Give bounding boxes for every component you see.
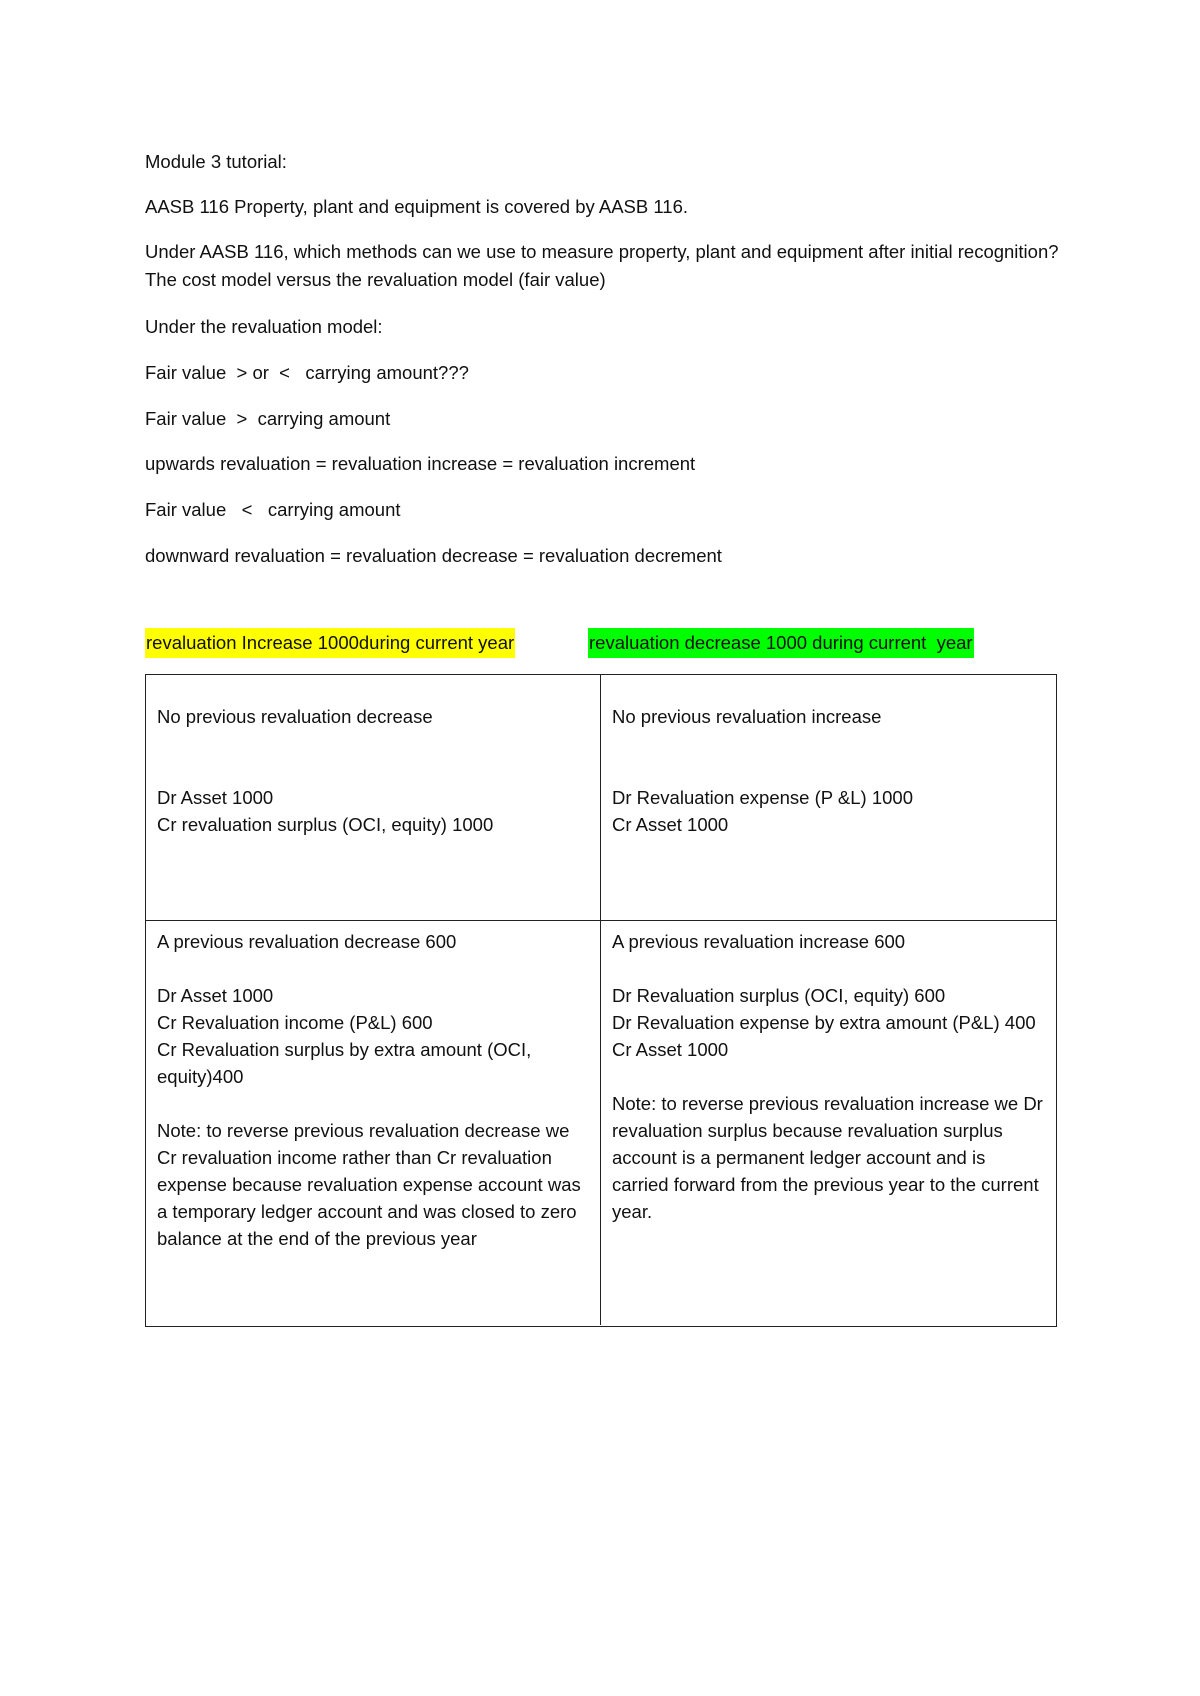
aasb-line: AASB 116 Property, plant and equipment is covered by AASB 116. <box>145 196 688 217</box>
under-revaluation-line: Under the revaluation model: <box>145 316 383 337</box>
revaluation-table <box>145 674 1057 1327</box>
journal-entry: Cr Asset 1000 <box>612 1039 729 1060</box>
journal-entry: Cr Revaluation surplus by extra amount (OCI, equity)400 <box>157 1039 532 1087</box>
cell-note: Note: to reverse previous revaluation increase we Dr revaluation surplus because revaluation surplus account is a permanent ledger account and is carried forward from the previous year to the current year. <box>612 1093 1043 1222</box>
cell-previous-decrease <box>146 921 601 1325</box>
cell-heading: A previous revaluation decrease 600 <box>157 931 457 952</box>
fair-value-greater-line: Fair value > carrying amount <box>145 408 391 429</box>
highlight-decrease: revaluation decrease 1000 during current year <box>588 628 974 658</box>
journal-entry: Dr Asset 1000 <box>157 985 274 1006</box>
cell-note: Note: to reverse previous revaluation decrease we Cr revaluation income rather than Cr revaluation expense because revaluation expense account was a temporary ledger account and was closed to zero balance at the end of the previous year <box>157 1120 581 1249</box>
downward-revaluation-line: downward revaluation = revaluation decrease = revaluation decrement <box>145 545 722 566</box>
cell-no-previous-decrease <box>146 675 601 921</box>
doc-title: Module 3 tutorial: <box>145 151 287 172</box>
cell-no-previous-increase <box>601 675 1056 921</box>
question-paragraph: Under AASB 116, which methods can we use to measure property, plant and equipment after initial recognition? The cost model versus the revaluation model (fair value) <box>145 241 1059 290</box>
upwards-revaluation-line: upwards revaluation = revaluation increase = revaluation increment <box>145 453 696 474</box>
journal-entry: Cr Revaluation income (P&L) 600 <box>157 1012 433 1033</box>
fair-value-less-line: Fair value < carrying amount <box>145 499 401 520</box>
cell-heading: A previous revaluation increase 600 <box>612 931 906 952</box>
cell-heading: No previous revaluation decrease <box>157 706 433 727</box>
highlight-increase: revaluation Increase 1000during current year <box>145 628 515 658</box>
journal-entry: Cr Asset 1000 <box>612 814 729 835</box>
journal-entry: Cr revaluation surplus (OCI, equity) 1000 <box>157 814 494 835</box>
journal-entry: Dr Asset 1000 <box>157 787 274 808</box>
cell-previous-increase <box>601 921 1056 1325</box>
journal-entry: Dr Revaluation surplus (OCI, equity) 600 <box>612 985 946 1006</box>
journal-entry: Dr Revaluation expense (P &L) 1000 <box>612 787 913 808</box>
journal-entry: Dr Revaluation expense by extra amount (P&L) 400 <box>612 1012 1036 1033</box>
fair-value-compare-line: Fair value > or < carrying amount??? <box>145 362 469 383</box>
cell-heading: No previous revaluation increase <box>612 706 882 727</box>
